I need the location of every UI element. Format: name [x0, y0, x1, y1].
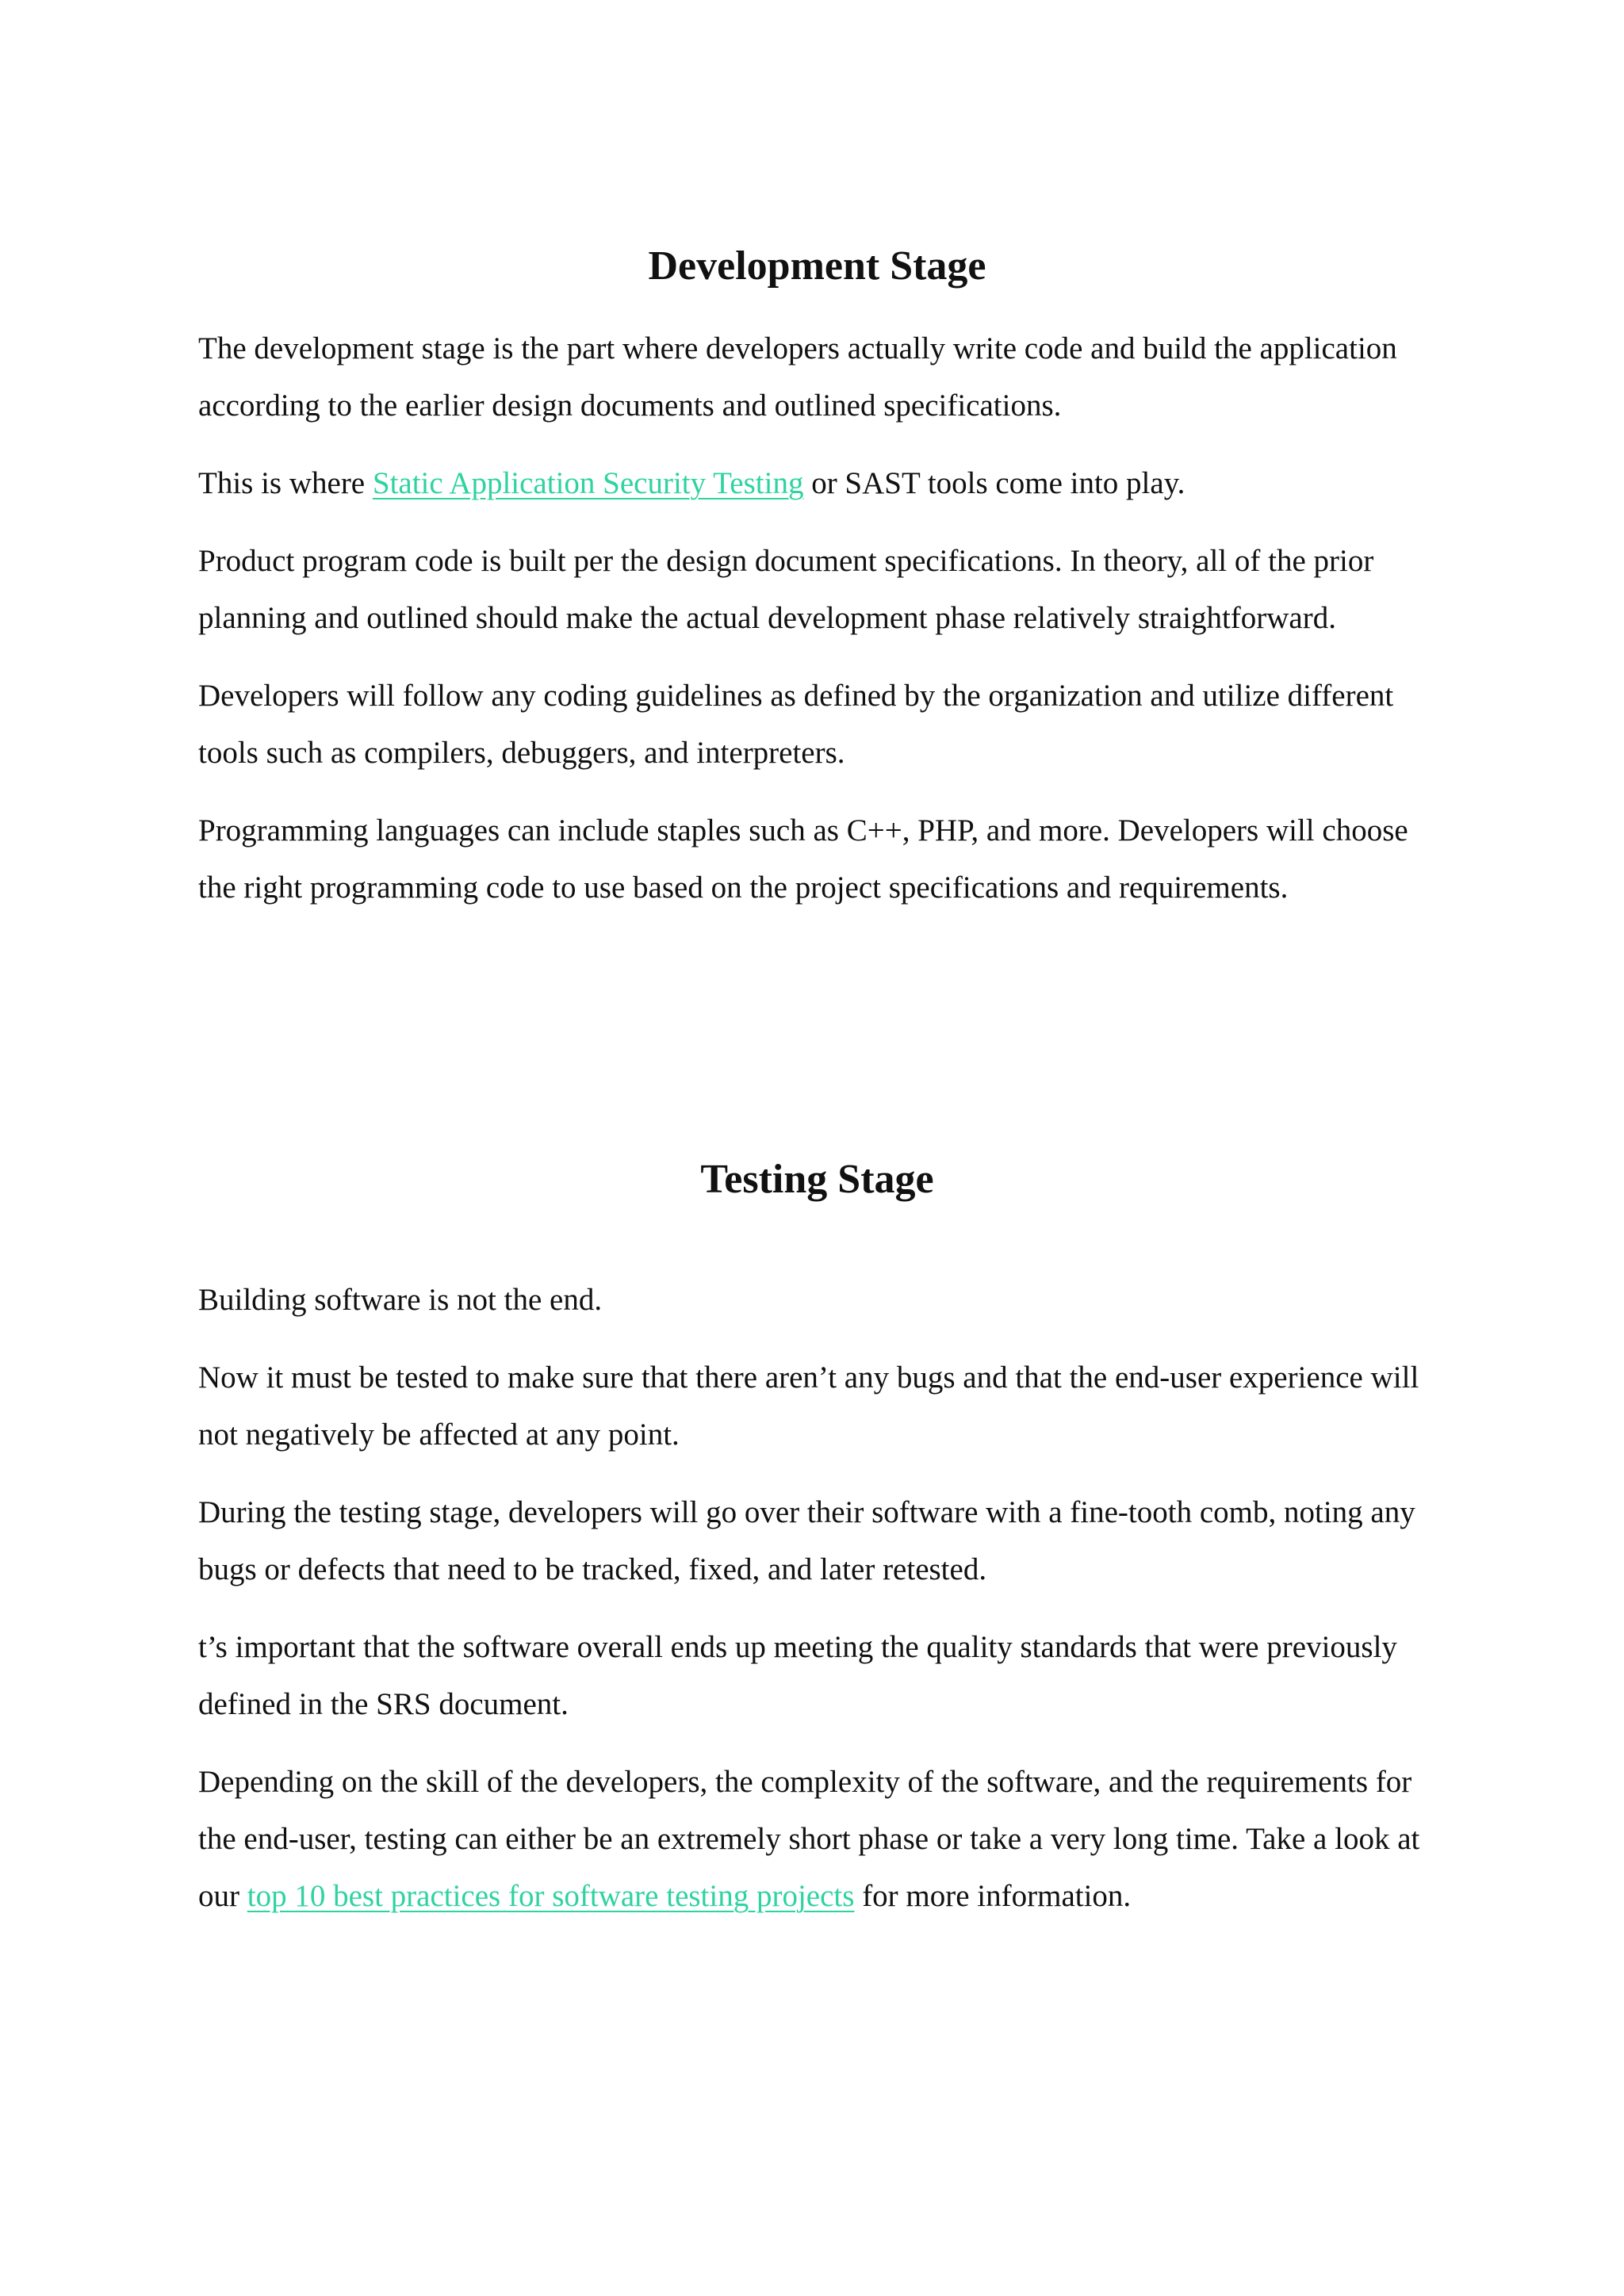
testing-heading: Testing Stage [700, 1157, 934, 1202]
testing-best-practices-link[interactable]: top 10 best practices for software testing projects [247, 1879, 855, 1913]
testing-section [198, 1154, 1427, 1925]
development-paragraph-1: The development stage is the part where developers actually write code and build the application according to the earlier design documents and outlined specifications. [198, 331, 1397, 423]
testing-paragraph-5-after: for more information. [854, 1879, 1132, 1913]
development-paragraph-5: Programming languages can include staples such as C++, PHP, and more. Developers will choose the right programming code to use based on the project specifications and requirements. [198, 813, 1408, 905]
testing-paragraph-3: During the testing stage, developers will go over their software with a fine-tooth comb, noting any bugs or defects that need to be tracked, fixed, and later retested. [198, 1495, 1415, 1586]
development-paragraph-2-before: This is where [198, 466, 373, 500]
testing-paragraph-4: t’s important that the software overall ends up meeting the quality standards that were previously defined in the SRS document. [198, 1630, 1397, 1721]
testing-paragraph-1: Building software is not the end. [198, 1283, 603, 1317]
development-paragraph-3: Product program code is built per the design document specifications. In theory, all of the prior planning and outlined should make the actual development phase relatively straightforward. [198, 544, 1374, 635]
development-paragraph-2-after: or SAST tools come into play. [803, 466, 1185, 500]
development-heading: Development Stage [648, 243, 986, 289]
development-section [198, 241, 1427, 916]
testing-paragraph-2: Now it must be tested to make sure that there aren’t any bugs and that the end-user experience will not negatively be affected at any point. [198, 1360, 1419, 1452]
development-paragraph-2 [198, 455, 1427, 512]
sast-link[interactable]: Static Application Security Testing [372, 466, 804, 500]
testing-paragraph-5-before: Depending on the skill of the developers, the complexity of the software, and the requirements for the end-user, testing can either be an extremely short phase or take a very long time. Take a look at our [198, 1765, 1420, 1913]
testing-paragraph-5 [198, 1754, 1427, 1925]
development-paragraph-4: Developers will follow any coding guidelines as defined by the organization and utilize different tools such as compilers, debuggers, and interpreters. [198, 679, 1394, 770]
